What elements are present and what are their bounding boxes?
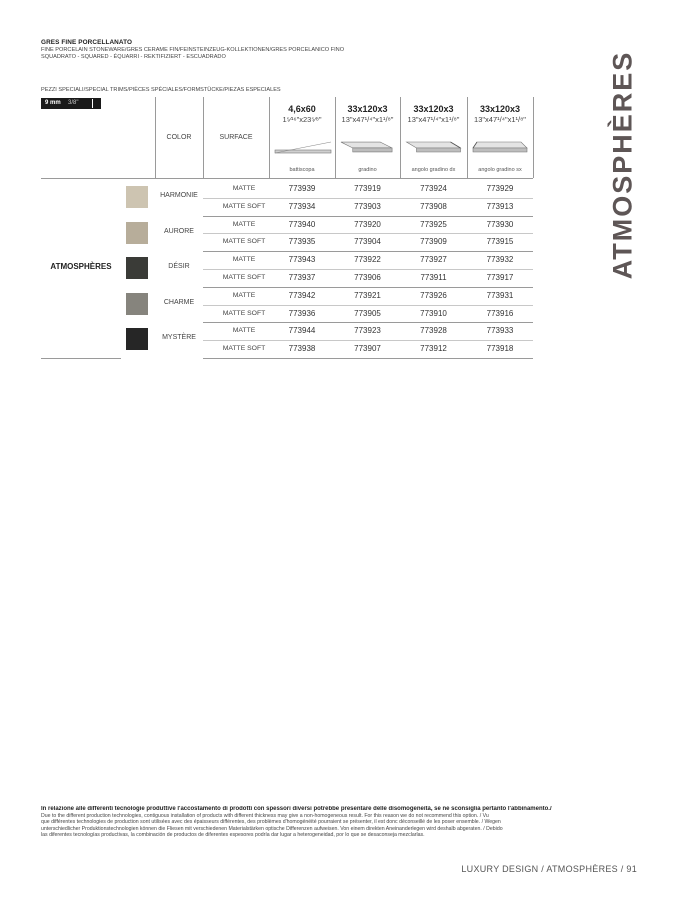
article-code: 773919 (354, 184, 381, 193)
footer-note-de: unterschiedlicher Produktionstechnologien können die Fliesen mit verschiedenen Materialstärken optische Differenzen aufweisen. Von einem direkten Aneinanderlegen wird deshalb abgeraten. / Debido (41, 825, 503, 832)
skirting-icon (271, 134, 333, 158)
step-corner-left-icon (469, 134, 531, 158)
article-code: 773928 (420, 326, 447, 336)
article-code: 773918 (486, 344, 514, 354)
article-code: 773921 (354, 290, 381, 300)
product-type-subtitle: FINE PORCELAIN STONEWARE/GRES CERAME FIN/FEINSTEINZEUG-KOLLEKTIONEN/GRES PORCELANICO FINO (41, 47, 345, 53)
piece-drawing (469, 134, 531, 158)
piece-size-inch: 13"x47¹/⁴"x1¹/⁸" (474, 115, 526, 124)
surface-label: MATTE (232, 256, 256, 264)
footer-note (41, 806, 641, 839)
article-code: 773934 (288, 201, 316, 211)
surface-label: MATTE SOFT (222, 345, 266, 353)
color-row-divider (203, 251, 533, 252)
color-name: MYSTÈRE (162, 334, 196, 342)
thickness-badge (41, 98, 101, 109)
color-row-divider (203, 287, 533, 288)
piece-size-cm: 4,6x60 (288, 104, 316, 114)
table-header-divider (533, 97, 534, 178)
article-code: 773935 (288, 237, 316, 247)
surface-label: MATTE SOFT (222, 274, 266, 281)
color-name: CHARME (163, 298, 195, 306)
article-code: 773937 (288, 273, 316, 282)
surface-row-divider (203, 233, 533, 234)
color-column-header: COLOR (166, 134, 192, 141)
article-code: 773942 (288, 290, 316, 300)
color-name: HARMONIE (160, 192, 198, 199)
special-trims-label: PEZZI SPECIALI/SPECIAL TRIMS/PIÈCES SPÉCIALES/FORMSTÜCKE/PIEZAS ESPECIALES (41, 87, 281, 93)
article-code: 773911 (420, 273, 447, 282)
surface-row-divider (203, 340, 533, 341)
article-code: 773927 (420, 255, 447, 265)
piece-size-header (467, 104, 533, 124)
piece-size-inch: 13"x47¹/⁴"x1¹/⁸" (407, 115, 460, 124)
article-code: 773938 (288, 344, 316, 354)
piece-name: angolo gradino sx (478, 167, 522, 173)
piece-size-cm: 33x120x3 (413, 104, 454, 114)
surface-column-header: SURFACE (219, 134, 253, 141)
article-code: 773916 (486, 308, 514, 318)
article-code: 773939 (288, 184, 316, 193)
page-reference: LUXURY DESIGN / ATMOSPHÈRES / 91 (461, 864, 637, 874)
footer-note-en: Due to the different production technologies, contiguous installation of products with different thickness may give a non-homogeneous result. For this reason we do not recommend this option. / Vu (41, 813, 489, 819)
article-code: 773936 (288, 308, 316, 318)
article-code: 773920 (354, 219, 381, 229)
article-code: 773905 (354, 308, 381, 318)
color-row-divider (203, 358, 533, 359)
thickness-arrow-icon (92, 99, 93, 108)
surface-row-divider (203, 198, 533, 199)
piece-size-header (335, 104, 400, 124)
color-swatch (126, 293, 148, 315)
catalog-header (41, 39, 401, 62)
article-code: 773930 (486, 219, 514, 229)
article-code: 773922 (354, 255, 381, 265)
article-code: 773944 (288, 326, 316, 336)
article-code: 773903 (354, 201, 381, 211)
color-row-divider (203, 322, 533, 323)
piece-size-cm: 33x120x3 (479, 104, 521, 114)
footer-note-bold: In relazione alle differenti tecnologie produttive l'accostamento di prodotti con spessori diversi potrebbe presentare delle disomogeneità, se ne sconsiglia pertanto l'abbinamento./ (41, 806, 552, 812)
collection-name: ATMOSPHÈRES (50, 262, 112, 271)
article-code: 773925 (420, 219, 447, 229)
article-code: 773929 (486, 184, 514, 193)
squared-label: SQUADRATO - SQUARED - ÉQUARRI - REKTIFIZIERT - ESCUADRADO (41, 54, 226, 61)
table-header-bottom-line (121, 178, 533, 179)
article-code: 773910 (420, 308, 447, 318)
color-swatch (126, 328, 148, 350)
article-code: 773924 (420, 184, 447, 193)
surface-row-divider (203, 269, 533, 270)
article-code: 773926 (420, 290, 447, 300)
article-code: 773932 (486, 255, 514, 265)
collection-side-title (608, 40, 638, 290)
surface-row-divider (203, 305, 533, 306)
step-icon (337, 134, 398, 158)
color-name: AURORE (164, 227, 194, 235)
color-swatch (126, 257, 148, 279)
piece-size-header (269, 104, 335, 124)
article-code: 773943 (288, 255, 316, 265)
article-code: 773906 (354, 273, 381, 282)
collection-divider-bottom (41, 358, 121, 359)
article-code: 773917 (486, 273, 514, 282)
surface-label: MATTE (232, 327, 256, 335)
article-code: 773933 (486, 326, 514, 336)
surface-label: MATTE (232, 185, 256, 192)
surface-label: MATTE (232, 220, 256, 228)
color-name: DÉSIR (168, 263, 190, 271)
piece-size-cm: 33x120x3 (347, 104, 388, 114)
side-title-text: ATMOSPHÈRES (607, 50, 638, 280)
article-code: 773931 (486, 290, 514, 300)
thickness-mm: 9 mm (45, 100, 61, 106)
article-code: 773940 (288, 219, 316, 229)
surface-label: MATTE (232, 291, 256, 299)
article-code: 773909 (420, 237, 447, 247)
color-row-divider (203, 216, 533, 217)
surface-label: MATTE SOFT (222, 202, 266, 210)
piece-size-header (400, 104, 467, 124)
thickness-inch: 3/8" (68, 100, 79, 106)
collection-divider-top (41, 178, 121, 179)
piece-drawing (337, 134, 398, 158)
article-code: 773913 (486, 201, 514, 211)
step-corner-right-icon (402, 134, 465, 158)
footer-note-es: las diferentes tecnologías productivas, la combinación de productos de diferentes espesores podría dar lugar a heterogeneidad, por lo que se desaconseja mezclarlas. (41, 832, 425, 839)
article-code: 773907 (354, 344, 381, 354)
article-code: 773923 (354, 326, 381, 336)
piece-size-inch: 13"x47¹/⁴"x1¹/⁸" (341, 115, 394, 124)
color-swatch (126, 222, 148, 244)
article-code: 773915 (486, 237, 514, 247)
article-code: 773908 (420, 201, 447, 211)
footer-note-fr: que différentes technologies de production sont utilisées avec des épaisseurs différentes, des problèmes d'homogénéité pourraient se présenter, il est donc déconseillé de les poser ensemble. / Wegen (41, 819, 501, 826)
piece-drawing (402, 134, 465, 158)
piece-name: gradino (358, 167, 377, 173)
piece-name: angolo gradino dx (411, 167, 456, 173)
piece-size-inch: 1⁵⁄¹⁶"x23⁵⁄⁸" (282, 115, 322, 124)
article-code: 773912 (420, 344, 447, 354)
color-swatch (126, 186, 148, 208)
article-code: 773904 (354, 237, 381, 247)
surface-label: MATTE SOFT (222, 309, 266, 317)
piece-drawing (271, 134, 333, 158)
surface-label: MATTE SOFT (222, 238, 266, 246)
piece-name: battiscopa (289, 167, 315, 173)
product-type-title: GRES FINE PORCELLANATO (41, 39, 133, 46)
